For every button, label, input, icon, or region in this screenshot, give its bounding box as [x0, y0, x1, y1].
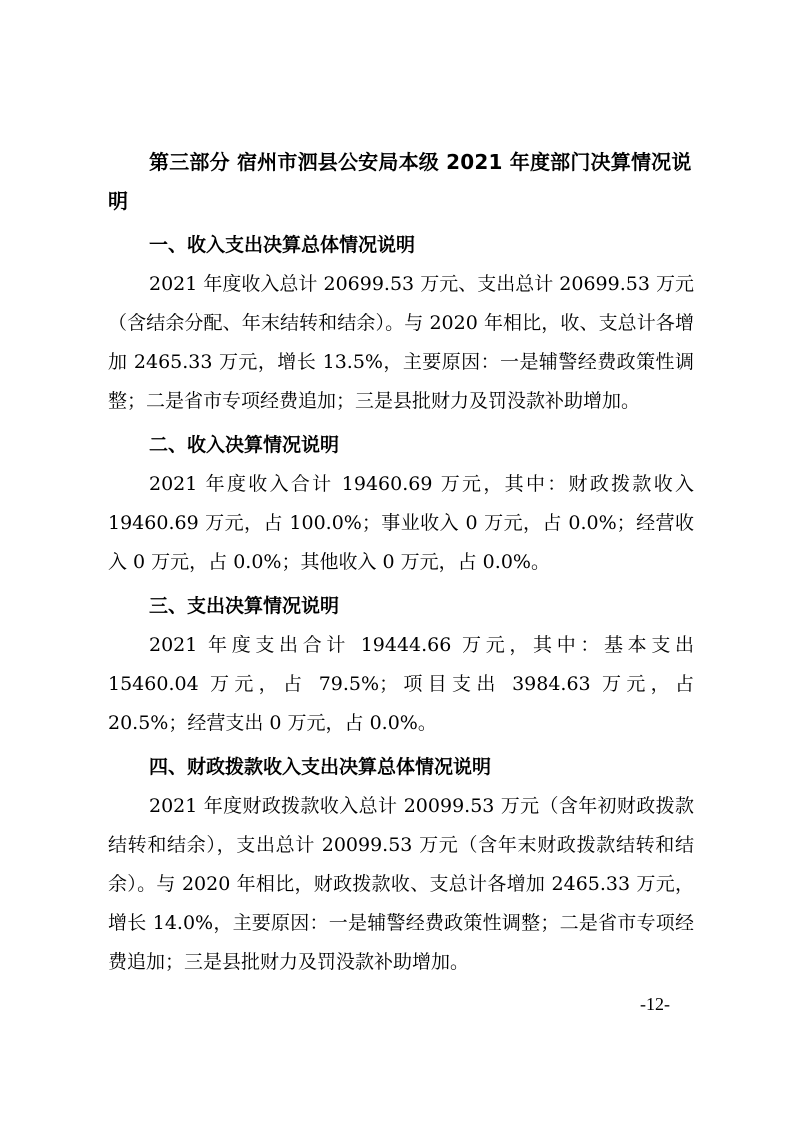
document-body [108, 143, 694, 982]
page-number: -12- [640, 994, 670, 1014]
section-heading-1: 一、收入支出决算总体情况说明 [149, 234, 416, 256]
document-title: 第三部分 宿州市泗县公安局本级 2021 年度部门决算情况说明 [108, 150, 692, 213]
section-heading-2: 二、收入决算情况说明 [149, 434, 340, 456]
section-body-1: 2021 年度收入总计 20699.53 万元、支出总计 20699.53 万元（含结余分配、年末结转和结余）。与 2020 年相比，收、支总计各增加 2465.33 万元，增长 13.5%，主要原因：一是辅警经费政策性调整；二是省市专项经费追加；三是县批财力及罚没款补助增加。 [108, 273, 694, 412]
section-body-2: 2021 年度收入合计 19460.69 万元，其中：财政拨款收入 19460.69 万元，占 100.0%；事业收入 0 万元，占 0.0%；经营收入 0 万元，占 0.0%；其他收入 0 万元，占 0.0%。 [108, 473, 694, 573]
section-body-4: 2021 年度财政拨款收入总计 20099.53 万元（含年初财政拨款结转和结余），支出总计 20099.53 万元（含年末财政拨款结转和结余）。与 2020 年相比，财政拨款收、支总计各增加 2465.33 万元，增长 14.0%，主要原因：一是辅警经费政策性调整；二是省市专项经费追加；三是县批财力及罚没款补助增加。 [108, 795, 694, 973]
section-heading-4: 四、财政拨款收入支出决算总体情况说明 [149, 756, 492, 778]
section-heading-3: 三、支出决算情况说明 [149, 595, 340, 617]
section-body-3: 2021 年度支出合计 19444.66 万元，其中：基本支出 15460.04 万元，占 79.5%；项目支出 3984.63 万元，占 20.5%；经营支出 0 万元，占 0.0%。 [108, 634, 694, 734]
